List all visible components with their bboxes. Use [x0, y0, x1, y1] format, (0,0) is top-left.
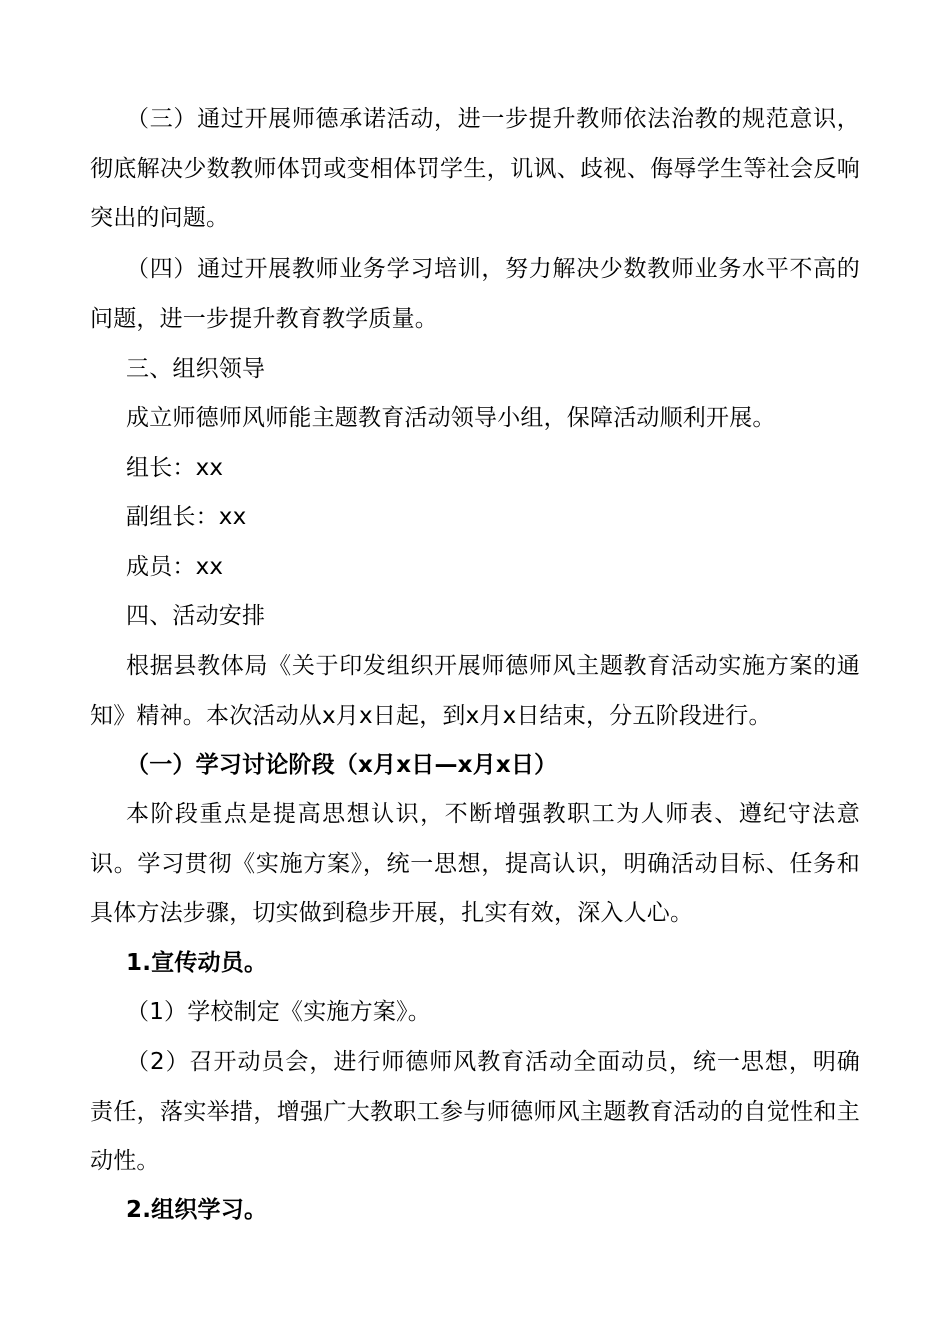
heading-stage-1: （一）学习讨论阶段（x月x日—x月x日）: [126, 752, 558, 778]
heading-organization: 三、组织领导: [126, 356, 266, 382]
heading-publicity: 1.宣传动员。: [126, 950, 268, 976]
leader-line: 组长：xx: [126, 455, 224, 481]
item-2-mobilization: （2）召开动员会，进行师德师风教育活动全面动员，统一思想，明确责任，落实举措，增强广大教职工参与师德师风主题教育活动的自觉性和主动性。: [90, 1049, 860, 1174]
members-line: 成员：xx: [126, 554, 224, 580]
paragraph-3-commitment: （三）通过开展师德承诺活动，进一步提升教师依法治教的规范意识，彻底解决少数教师体罚或变相体罚学生，讥讽、歧视、侮辱学生等社会反响突出的问题。: [90, 106, 860, 231]
deputy-leader-line: 副组长：xx: [126, 504, 247, 530]
item-1-plan: （1）学校制定《实施方案》。: [126, 999, 431, 1025]
paragraph-schedule-intro: 根据县教体局《关于印发组织开展师德师风主题教育活动实施方案的通知》精神。本次活动从x月x日起，到x月x日结束，分五阶段进行。: [90, 653, 860, 729]
paragraph-4-training: （四）通过开展教师业务学习培训，努力解决少数教师业务水平不高的问题，进一步提升教育教学质量。: [90, 256, 860, 332]
paragraph-stage-1-body: 本阶段重点是提高思想认识，不断增强教职工为人师表、遵纪守法意识。学习贯彻《实施方案》，统一思想，提高认识，明确活动目标、任务和具体方法步骤，切实做到稳步开展，扎实有效，深入人心。: [90, 801, 860, 926]
heading-activity-schedule: 四、活动安排: [126, 603, 266, 629]
heading-organize-study: 2.组织学习。: [126, 1197, 268, 1223]
paragraph-leadership-group: 成立师德师风师能主题教育活动领导小组，保障活动顺利开展。: [126, 405, 776, 431]
